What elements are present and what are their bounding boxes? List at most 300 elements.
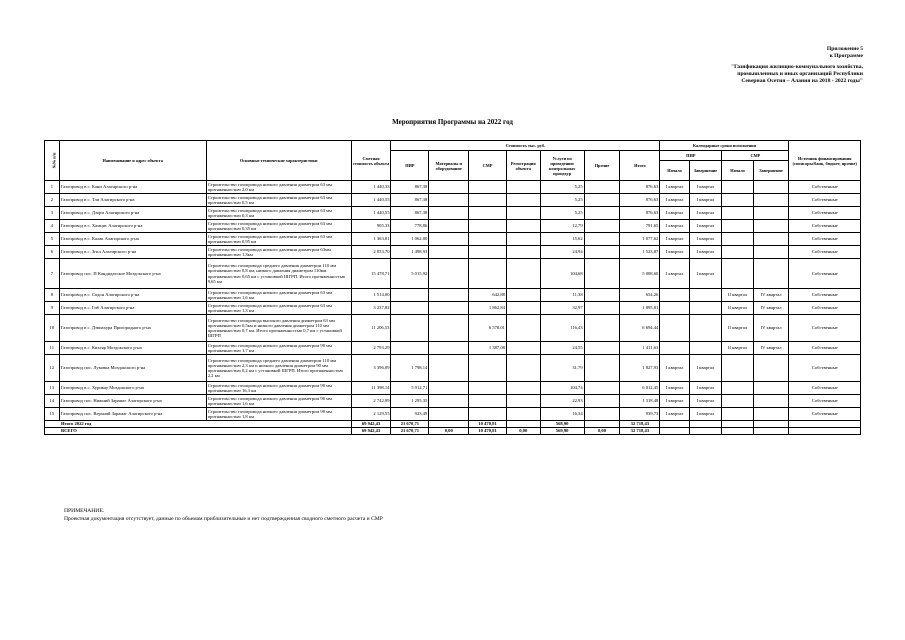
cell-materials <box>429 408 469 421</box>
cell-pir-end: I квартал <box>689 207 722 220</box>
cell-smr-end <box>753 395 789 408</box>
cell-pir-start <box>660 315 689 342</box>
cell-total: 1 318,48 <box>620 395 660 408</box>
cell-services: 15,62 <box>540 233 584 246</box>
cell-estimate: 2 129,55 <box>351 408 391 421</box>
cell-materials <box>429 207 469 220</box>
cell-pir: 778,86 <box>391 220 429 233</box>
sched-pir-header: ПИР <box>660 151 722 161</box>
cell-other <box>584 355 620 382</box>
totals-empty-cell <box>753 421 789 428</box>
cell-materials <box>429 395 469 408</box>
table-row <box>45 382 861 395</box>
totals-total: 32 718,43 <box>620 421 660 428</box>
cell-smr-start <box>722 207 754 220</box>
cell-pir-end: I квартал <box>689 395 722 408</box>
cell-pir-start: I квартал <box>660 382 689 395</box>
cell-services: 104,74 <box>540 382 584 395</box>
cell-pir-end <box>689 289 722 302</box>
cell-other <box>584 382 620 395</box>
footnote <box>64 508 383 523</box>
cell-materials <box>429 181 469 194</box>
cell-estimate: 11 398,14 <box>351 382 391 395</box>
cell-smr-start <box>722 194 754 207</box>
cell-pir: 923,49 <box>391 408 429 421</box>
cell-name: Газопровод в с. Гиб Алагирского р-на <box>59 302 206 315</box>
footnote-text: Проектная документация отсутствует, данные по объемам приблизительные и нет подтвержденная сводного сметного расчета и СМР <box>64 515 383 522</box>
totals-materials: 0,00 <box>429 428 469 435</box>
cell-source: Собственные <box>789 233 861 246</box>
cell-num: 10 <box>45 315 60 342</box>
cell-smr: 642,88 <box>469 289 507 302</box>
cell-name: Газопровод в с. Кизляр Моздокского р-на <box>59 342 206 355</box>
cell-total: 876,63 <box>620 194 660 207</box>
cell-total: 876,63 <box>620 207 660 220</box>
cell-source: Собственные <box>789 246 861 259</box>
cell-registration <box>506 342 540 355</box>
cell-registration <box>506 259 540 289</box>
cell-smr-end <box>753 181 789 194</box>
program-title-1: "Газификация жилищно-коммунального хозяйства, <box>731 64 863 70</box>
cell-smr-end <box>753 259 789 289</box>
pir-start-header: Начало <box>660 161 689 181</box>
measures-table <box>44 140 861 435</box>
cell-materials <box>429 220 469 233</box>
cell-smr-end <box>753 233 789 246</box>
cell-total: 1 411,63 <box>620 342 660 355</box>
cell-other <box>584 246 620 259</box>
cell-chars: Строительство газопровода низкого давления диаметром 90 мм протяженностью 16,3 км <box>206 382 351 395</box>
cell-total: 939,73 <box>620 408 660 421</box>
table-row <box>45 408 861 421</box>
cell-source: Собственные <box>789 289 861 302</box>
cell-chars: Строительство газопровода среднего давления диаметром 110 мм протяженностью 2,3 км и низкого давления диаметром 90 мм протяженностью 0,2 км с установкой ШГРП. Итого протяженностью 2,2 км <box>206 355 351 382</box>
totals-materials <box>429 421 469 428</box>
cell-pir-start: I квартал <box>660 194 689 207</box>
cell-pir: 867,38 <box>391 194 429 207</box>
cell-services: 104,68 <box>540 259 584 289</box>
totals-smr: 10 470,81 <box>469 428 507 435</box>
cell-estimate: 905,33 <box>351 220 391 233</box>
cell-smr-start <box>722 395 754 408</box>
cell-chars: Строительство газопровода низкого давления диаметром 63 мм протяженностью 0,95 км <box>206 233 351 246</box>
col-total-header: Итого <box>620 151 660 181</box>
cell-materials <box>429 315 469 342</box>
cell-chars: Строительство газопровода низкого давления диаметром 63 мм протяженностью 0,5 км <box>206 194 351 207</box>
cell-pir-start: I квартал <box>660 220 689 233</box>
cell-source: Собственные <box>789 342 861 355</box>
cell-num: 6 <box>45 246 60 259</box>
col-name-header: Наименование и адрес объекта <box>59 141 206 181</box>
totals-empty-cell <box>660 428 689 435</box>
cell-num: 9 <box>45 302 60 315</box>
cell-num: 15 <box>45 408 60 421</box>
smr-start-header: Начало <box>722 161 754 181</box>
cell-smr <box>469 395 507 408</box>
cell-chars: Строительство газопровода среднего давления диаметром 110 мм протяженностью 0,8 км, низкого давления диаметром 110мм протяженностью 0,65 км с установкой ШГРП. Итого протяженностью 9,65 км <box>206 259 351 289</box>
cell-smr-end <box>753 246 789 259</box>
cell-estimate: 1 440,55 <box>351 207 391 220</box>
cell-pir-end: I квартал <box>689 220 722 233</box>
cell-num: 7 <box>45 259 60 289</box>
totals-empty-cell <box>689 421 722 428</box>
cell-services: 16,34 <box>540 408 584 421</box>
totals-estimate: 69 942,43 <box>351 428 391 435</box>
cell-name: Газопровод пос. Верхний Зарамаг Алагирского р-на <box>59 408 206 421</box>
cell-materials <box>429 342 469 355</box>
cell-estimate: 3 396,09 <box>351 355 391 382</box>
cell-smr-end <box>753 194 789 207</box>
cell-registration <box>506 315 540 342</box>
cell-source: Собственные <box>789 302 861 315</box>
totals-row <box>45 421 861 428</box>
schedule-group-header: Календарные сроки исполнения <box>660 141 789 151</box>
cell-pir <box>391 289 429 302</box>
document-title: Мероприятия Программы на 2022 год <box>392 118 513 126</box>
cell-chars: Строительство газопровода низкого давления диаметром 63мм протяженностью 1,3км <box>206 246 351 259</box>
table-row <box>45 289 861 302</box>
cell-other <box>584 259 620 289</box>
totals-pir: 21 670,71 <box>391 421 429 428</box>
cell-num: 5 <box>45 233 60 246</box>
cell-smr-end: IV квартал <box>753 315 789 342</box>
cell-smr-start: II квартал <box>722 289 754 302</box>
cell-name: Газопровод пос. Нижний Зарамаг Алагирского р-на <box>59 395 206 408</box>
cell-other <box>584 220 620 233</box>
cell-chars: Строительство газопровода низкого давления диаметром 90 мм протяженностью 1,8 км <box>206 408 351 421</box>
cell-num: 13 <box>45 382 60 395</box>
cell-pir-end: I квартал <box>689 181 722 194</box>
appendix-number: Приложение 5 <box>826 46 863 52</box>
cell-pir-start: I квартал <box>660 207 689 220</box>
cost-group-header: Стоимость тыс. руб. <box>391 141 660 151</box>
cell-smr-start <box>722 355 754 382</box>
col-estimate-header: Сметная стоимость объекта <box>351 141 391 181</box>
cell-total: 1 827,93 <box>620 355 660 382</box>
cell-pir-end <box>689 315 722 342</box>
cell-smr-start <box>722 382 754 395</box>
cell-other <box>584 395 620 408</box>
totals-registration <box>506 421 540 428</box>
cell-pir-end: I квартал <box>689 382 722 395</box>
cell-materials <box>429 233 469 246</box>
totals-empty-cell <box>789 428 861 435</box>
cell-services: 12,79 <box>540 220 584 233</box>
totals-other <box>584 421 620 428</box>
cell-services: 22,93 <box>540 395 584 408</box>
sched-smr-header: СМР <box>722 151 789 161</box>
cell-smr <box>469 207 507 220</box>
col-registration-header: Регистрация объекта <box>506 151 540 181</box>
table-row <box>45 207 861 220</box>
cell-pir: 1 498,93 <box>391 246 429 259</box>
cell-services: 5,25 <box>540 207 584 220</box>
cell-num: 4 <box>45 220 60 233</box>
cell-registration <box>506 181 540 194</box>
cell-smr-end <box>753 382 789 395</box>
cell-materials <box>429 246 469 259</box>
cell-pir: 1 295,35 <box>391 395 429 408</box>
cell-registration <box>506 408 540 421</box>
cell-materials <box>429 302 469 315</box>
totals-row <box>45 428 861 435</box>
cell-pir-start: I квартал <box>660 246 689 259</box>
cell-services: 116,43 <box>540 315 584 342</box>
cell-smr-end <box>753 408 789 421</box>
totals-label: ВСЕГО <box>45 428 352 435</box>
appendix-ref: к Программе <box>829 53 863 59</box>
cell-smr-end <box>753 355 789 382</box>
cell-smr <box>469 259 507 289</box>
cell-smr <box>469 233 507 246</box>
cell-services: 24,94 <box>540 246 584 259</box>
cell-name: Газопровод пос. П Кандидатское Моздокского р-на <box>59 259 206 289</box>
cell-other <box>584 207 620 220</box>
cell-name: Газопровод в с. Хамцис Алагирского р-на <box>59 220 206 233</box>
table-row <box>45 194 861 207</box>
cell-other <box>584 194 620 207</box>
cell-pir-end: I квартал <box>689 246 722 259</box>
cell-smr <box>469 382 507 395</box>
table-row <box>45 259 861 289</box>
cell-chars: Строительство газопровода низкого давления диаметром 90 мм протяженностью 1,6 км <box>206 395 351 408</box>
col-smr-header: СМР <box>469 151 507 181</box>
cell-estimate: 1 514,00 <box>351 289 391 302</box>
program-title-2: промышленных и иных организаций Республики <box>737 71 863 77</box>
cell-registration <box>506 220 540 233</box>
cell-total: 5 008,60 <box>620 259 660 289</box>
cell-estimate: 1 440,33 <box>351 181 391 194</box>
cell-estimate: 15 478,71 <box>351 259 391 289</box>
cell-source: Собственные <box>789 395 861 408</box>
cell-pir: 5 015,92 <box>391 259 429 289</box>
cell-pir-end: I квартал <box>689 233 722 246</box>
pir-end-header: Завершение <box>689 161 722 181</box>
cell-estimate: 1 440,55 <box>351 194 391 207</box>
cell-smr: 1 387,08 <box>469 342 507 355</box>
cell-chars: Строительство газопровода низкого давления диаметром 63 мм протяженностью 0,35 км <box>206 220 351 233</box>
cell-smr-end <box>753 207 789 220</box>
cell-services: 31,79 <box>540 355 584 382</box>
cell-total: 1 523,87 <box>620 246 660 259</box>
cell-name: Газопровод в с. Тли Алагирского р-на <box>59 194 206 207</box>
cell-materials <box>429 194 469 207</box>
cell-smr: 6 578,01 <box>469 315 507 342</box>
cell-source: Собственные <box>789 194 861 207</box>
cell-pir-start: I квартал <box>660 408 689 421</box>
col-materials-header: Материалы и оборудование <box>429 151 469 181</box>
cell-pir-end <box>689 302 722 315</box>
cell-registration <box>506 355 540 382</box>
cell-materials <box>429 355 469 382</box>
cell-total: 1 077,62 <box>620 233 660 246</box>
totals-empty-cell <box>722 428 754 435</box>
cell-services: 24,55 <box>540 342 584 355</box>
cell-registration <box>506 246 540 259</box>
cell-other <box>584 408 620 421</box>
cell-registration <box>506 302 540 315</box>
table-row <box>45 220 861 233</box>
cell-source: Собственные <box>789 408 861 421</box>
cell-smr-start <box>722 259 754 289</box>
cell-pir-start: I квартал <box>660 181 689 194</box>
cell-smr <box>469 220 507 233</box>
cell-other <box>584 315 620 342</box>
cell-pir-start: I квартал <box>660 355 689 382</box>
cell-materials <box>429 382 469 395</box>
cell-pir: 867,38 <box>391 181 429 194</box>
cell-registration <box>506 289 540 302</box>
cell-pir-end: I квартал <box>689 259 722 289</box>
cell-name: Газопровод в с. Кани Алагирского р-на <box>59 181 206 194</box>
cell-name: Газопровод в с. Згил Алагирского р-на <box>59 246 206 259</box>
totals-estimate: 69 942,43 <box>351 421 391 428</box>
cell-other <box>584 342 620 355</box>
cell-chars: Строительство газопровода низкого давления диаметром 63 мм протяженностью 1,3 км <box>206 302 351 315</box>
cell-estimate: 1 363,01 <box>351 233 391 246</box>
cell-name: Газопровод в с. Хурикау Моздокского р-на <box>59 382 206 395</box>
footnote-heading: ПРИМЕЧАНИЕ. <box>64 508 105 514</box>
cell-smr <box>469 246 507 259</box>
cell-chars: Строительство газопровода низкого давления диаметром 90 мм протяженностью 1,7 км <box>206 342 351 355</box>
cell-name: Газопровод в с. Дзори Алагирского р-на <box>59 207 206 220</box>
totals-empty-cell <box>689 428 722 435</box>
cell-num: 14 <box>45 395 60 408</box>
cell-pir: 1 798,14 <box>391 355 429 382</box>
totals-empty-cell <box>789 421 861 428</box>
cell-num: 1 <box>45 181 60 194</box>
cell-smr-end: IV квартал <box>753 302 789 315</box>
cell-other <box>584 302 620 315</box>
cell-total: 791,65 <box>620 220 660 233</box>
cell-source: Собственные <box>789 382 861 395</box>
appendix-note <box>623 46 863 85</box>
cell-estimate: 2 742,99 <box>351 395 391 408</box>
cell-pir-start: I квартал <box>660 395 689 408</box>
cell-pir: 1 062,00 <box>391 233 429 246</box>
col-num-header: №№ п/п <box>45 141 60 181</box>
cell-estimate: 11 206,53 <box>351 315 391 342</box>
totals-services: 569,90 <box>540 428 584 435</box>
cell-num: 8 <box>45 289 60 302</box>
cell-chars: Строительство газопровода низкого давления диаметром 63 мм протяженностью 0,3 км <box>206 207 351 220</box>
cell-materials <box>429 289 469 302</box>
cell-num: 11 <box>45 342 60 355</box>
totals-label: Итого 2022 год <box>45 421 352 428</box>
cell-pir-end: I квартал <box>689 194 722 207</box>
table-body <box>45 181 861 435</box>
totals-other: 0,00 <box>584 428 620 435</box>
cell-registration <box>506 233 540 246</box>
cell-total: 876,63 <box>620 181 660 194</box>
cell-name: Газопровод в с. Дзвиахура Пригородного р-на <box>59 315 206 342</box>
cell-smr <box>469 408 507 421</box>
cell-total: 1 895,81 <box>620 302 660 315</box>
cell-pir-start <box>660 289 689 302</box>
table-row <box>45 233 861 246</box>
cell-pir <box>391 342 429 355</box>
cell-source: Собственные <box>789 220 861 233</box>
cell-estimate: 3 237,82 <box>351 302 391 315</box>
col-pir-header: ПИР <box>391 151 429 181</box>
table-row <box>45 395 861 408</box>
cell-num: 3 <box>45 207 60 220</box>
cell-other <box>584 289 620 302</box>
totals-empty-cell <box>660 421 689 428</box>
cell-pir <box>391 315 429 342</box>
cell-estimate: 2 053,70 <box>351 246 391 259</box>
cell-smr-end: IV квартал <box>753 289 789 302</box>
totals-pir: 21 670,71 <box>391 428 429 435</box>
cell-registration <box>506 207 540 220</box>
table-row <box>45 181 861 194</box>
cell-name: Газопровод в с. Калак Алагирского р-на <box>59 233 206 246</box>
cell-pir-end: I квартал <box>689 408 722 421</box>
totals-empty-cell <box>722 421 754 428</box>
cell-chars: Строительство газопровода высокого давления диаметром 63 мм протяженностью 0,5км и низкого давления диаметром 110 мм протяженностью 0,7 км. Итого протяженностью 0,7 км с установкой ШГРП <box>206 315 351 342</box>
cell-chars: Строительство газопровода низкого давления диаметром 63 мм протяженностью 2,0 км <box>206 181 351 194</box>
totals-empty-cell <box>753 428 789 435</box>
cell-source: Собственные <box>789 259 861 289</box>
col-source-header: Источник финансирования (спонсоры/банк, бюджет, прочие) <box>789 141 861 181</box>
totals-smr: 10 470,81 <box>469 421 507 428</box>
cell-source: Собственные <box>789 315 861 342</box>
cell-chars: Строительство газопровода низкого давления диаметром 63 мм протяженностью 1,6 км <box>206 289 351 302</box>
smr-end-header: Завершение <box>753 161 789 181</box>
table-row <box>45 315 861 342</box>
cell-services: 5,25 <box>540 194 584 207</box>
cell-materials <box>429 259 469 289</box>
cell-pir-start <box>660 302 689 315</box>
table-row <box>45 342 861 355</box>
cell-num: 12 <box>45 355 60 382</box>
cell-pir: 5 912,71 <box>391 382 429 395</box>
cell-num: 2 <box>45 194 60 207</box>
table-row <box>45 302 861 315</box>
cell-smr-start: II квартал <box>722 342 754 355</box>
cell-smr-start <box>722 246 754 259</box>
cell-name: Газопровод в с. Садон Алагирского р-на <box>59 289 206 302</box>
cell-pir-start: I квартал <box>660 233 689 246</box>
cell-pir <box>391 302 429 315</box>
cell-smr-end <box>753 220 789 233</box>
cell-pir: 867,38 <box>391 207 429 220</box>
cell-source: Собственные <box>789 355 861 382</box>
cell-pir-end: I квартал <box>689 355 722 382</box>
cell-source: Собственные <box>789 207 861 220</box>
totals-services: 568,90 <box>540 421 584 428</box>
cell-other <box>584 233 620 246</box>
cell-registration <box>506 194 540 207</box>
cell-registration <box>506 382 540 395</box>
cell-smr: 1 862,84 <box>469 302 507 315</box>
col-other-header: Прочие <box>584 151 620 181</box>
cell-smr-end: IV квартал <box>753 342 789 355</box>
cell-smr-start: II квартал <box>722 302 754 315</box>
cell-services: 5,25 <box>540 181 584 194</box>
cell-source: Собственные <box>789 181 861 194</box>
cell-registration <box>506 395 540 408</box>
table-row <box>45 355 861 382</box>
cell-smr <box>469 194 507 207</box>
cell-smr <box>469 181 507 194</box>
cell-pir-end <box>689 342 722 355</box>
table-row <box>45 246 861 259</box>
cell-smr-start <box>722 181 754 194</box>
cell-total: 654,26 <box>620 289 660 302</box>
program-title-3: Северная Осетия – Алания на 2018 - 2022 годы" <box>741 78 863 84</box>
cell-smr-start <box>722 408 754 421</box>
